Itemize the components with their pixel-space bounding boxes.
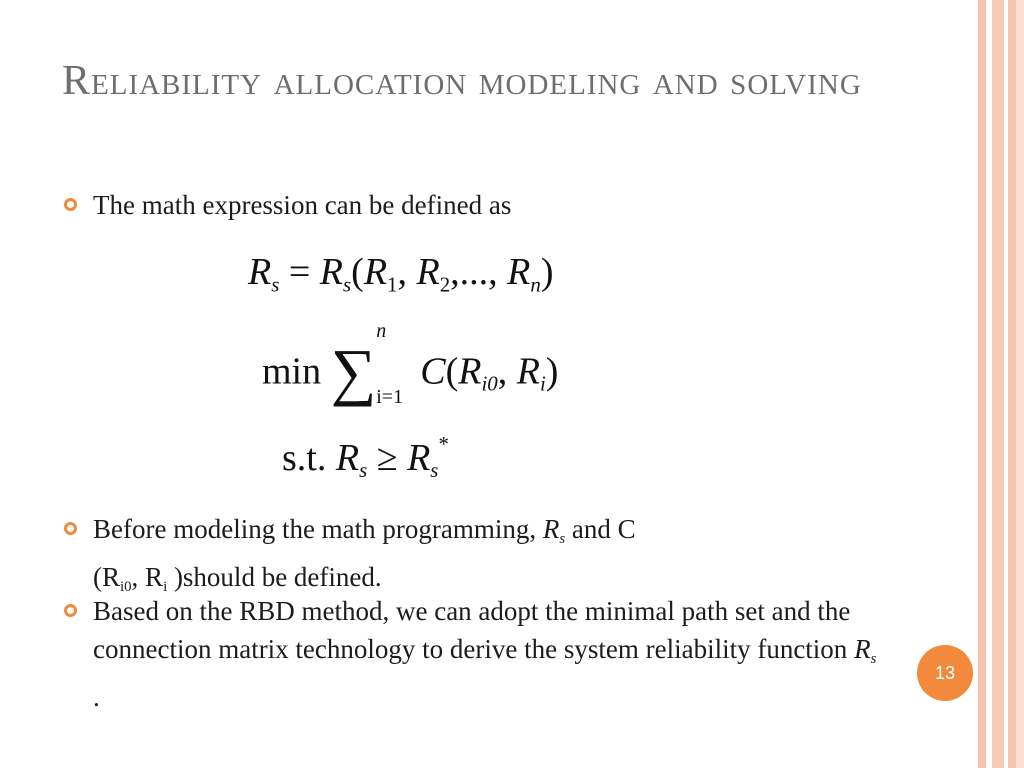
- equation-min-cost: min ∑ n i=1 $C(R_{i0}$, $R_i$): [262, 320, 559, 409]
- bullet-text-2: Before modeling the math programming, $R_s$ and C ($R_{i0}$, $R_i$ )should be defined.: [93, 514, 636, 596]
- decor-stripe: [1008, 0, 1016, 768]
- bullet-text-3: Based on the RBD method, we can adopt the minimal path set and the connection matrix technology to derive the system reliability function $R_s$ .: [93, 596, 877, 713]
- bullet-icon: [64, 522, 77, 535]
- sum-symbol: ∑: [330, 336, 377, 407]
- decor-stripe: [1016, 0, 1024, 768]
- decor-stripe: [978, 0, 986, 768]
- bullet-text-1: The math expression can be defined as: [93, 190, 512, 220]
- min-label: min: [262, 350, 322, 393]
- slide-title: Reliability allocation modeling and solving: [62, 58, 862, 104]
- decor-stripe: [992, 0, 1004, 768]
- bullet-icon: [64, 198, 77, 211]
- st-label: s.t.: [282, 436, 327, 479]
- equation-constraint: s.t. $R_s \ge R_s^*$: [282, 432, 449, 483]
- equation-system-reliability: $R_s = R_s(R_1$, $R_2$,..., $R_n$): [248, 251, 554, 297]
- bullet-icon: [64, 604, 77, 617]
- slide-number-badge: 13: [917, 645, 973, 701]
